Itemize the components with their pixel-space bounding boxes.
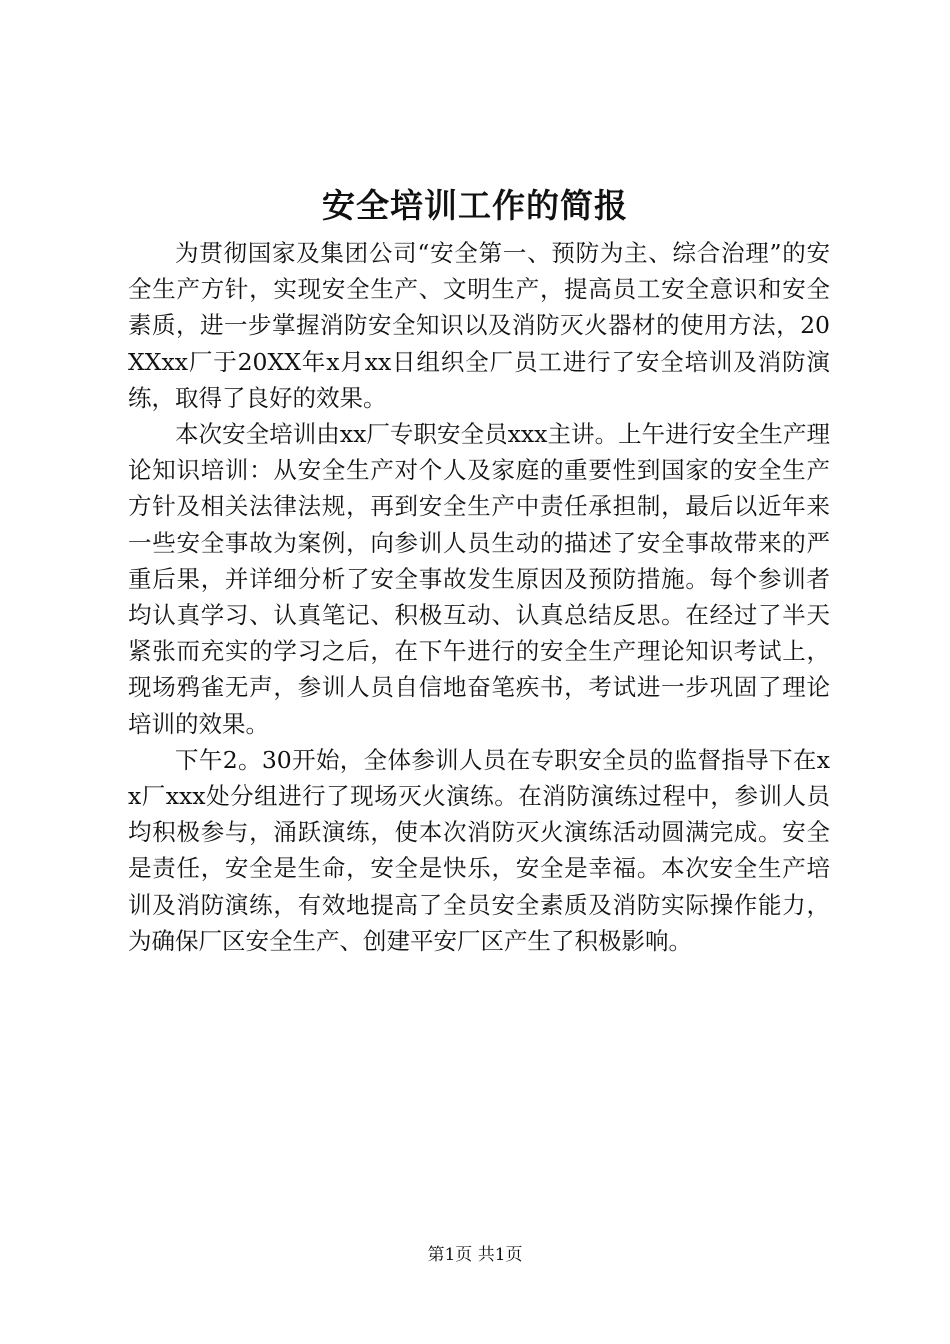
paragraph-intro: 为贯彻国家及集团公司“安全第一、预防为主、综合治理”的安全生产方针，实现安全生产、文明生产，提高员工安全意识和安全素质，进一步掌握消防安全知识以及消防灭火器材的使用方法，20XXxx厂于20XX年x月xx日组织全厂员工进行了安全培训及消防演练，取得了良好的效果。 [128,239,830,412]
page-footer: 第1页 共1页 [427,1245,523,1265]
paragraph-drill: 下午2。30开始，全体参训人员在专职安全员的监督指导下在xx厂xxx处分组进行了现场灭火演练。在消防演练过程中，参训人员均积极参与，涌跃演练，使本次消防灭火演练活动圆满完成。安全是责任，安全是生命，安全是快乐，安全是幸福。本次安全生产培训及消防演练，有效地提高了全员安全素质及消防实际操作能力，为确保厂区安全生产、创建平安厂区产生了积极影响。 [128,745,830,955]
document-title: 安全培训工作的简报 [322,186,628,225]
paragraph-training: 本次安全培训由xx厂专职安全员xxx主讲。上午进行安全生产理论知识培训：从安全生产对个人及家庭的重要性到国家的安全生产方针及相关法律法规，再到安全生产中责任承担制，最后以近年来一些安全事故为案例，向参训人员生动的描述了安全事故带来的严重后果，并详细分析了安全事故发生原因及预防措施。每个参训者均认真学习、认真笔记、积极互动、认真总结反思。在经过了半天紧张而充实的学习之后，在下午进行的安全生产理论知识考试上，现场鸦雀无声，参训人员自信地奋笔疾书，考试进一步巩固了理论培训的效果。 [128,420,830,738]
document-body [128,235,830,959]
